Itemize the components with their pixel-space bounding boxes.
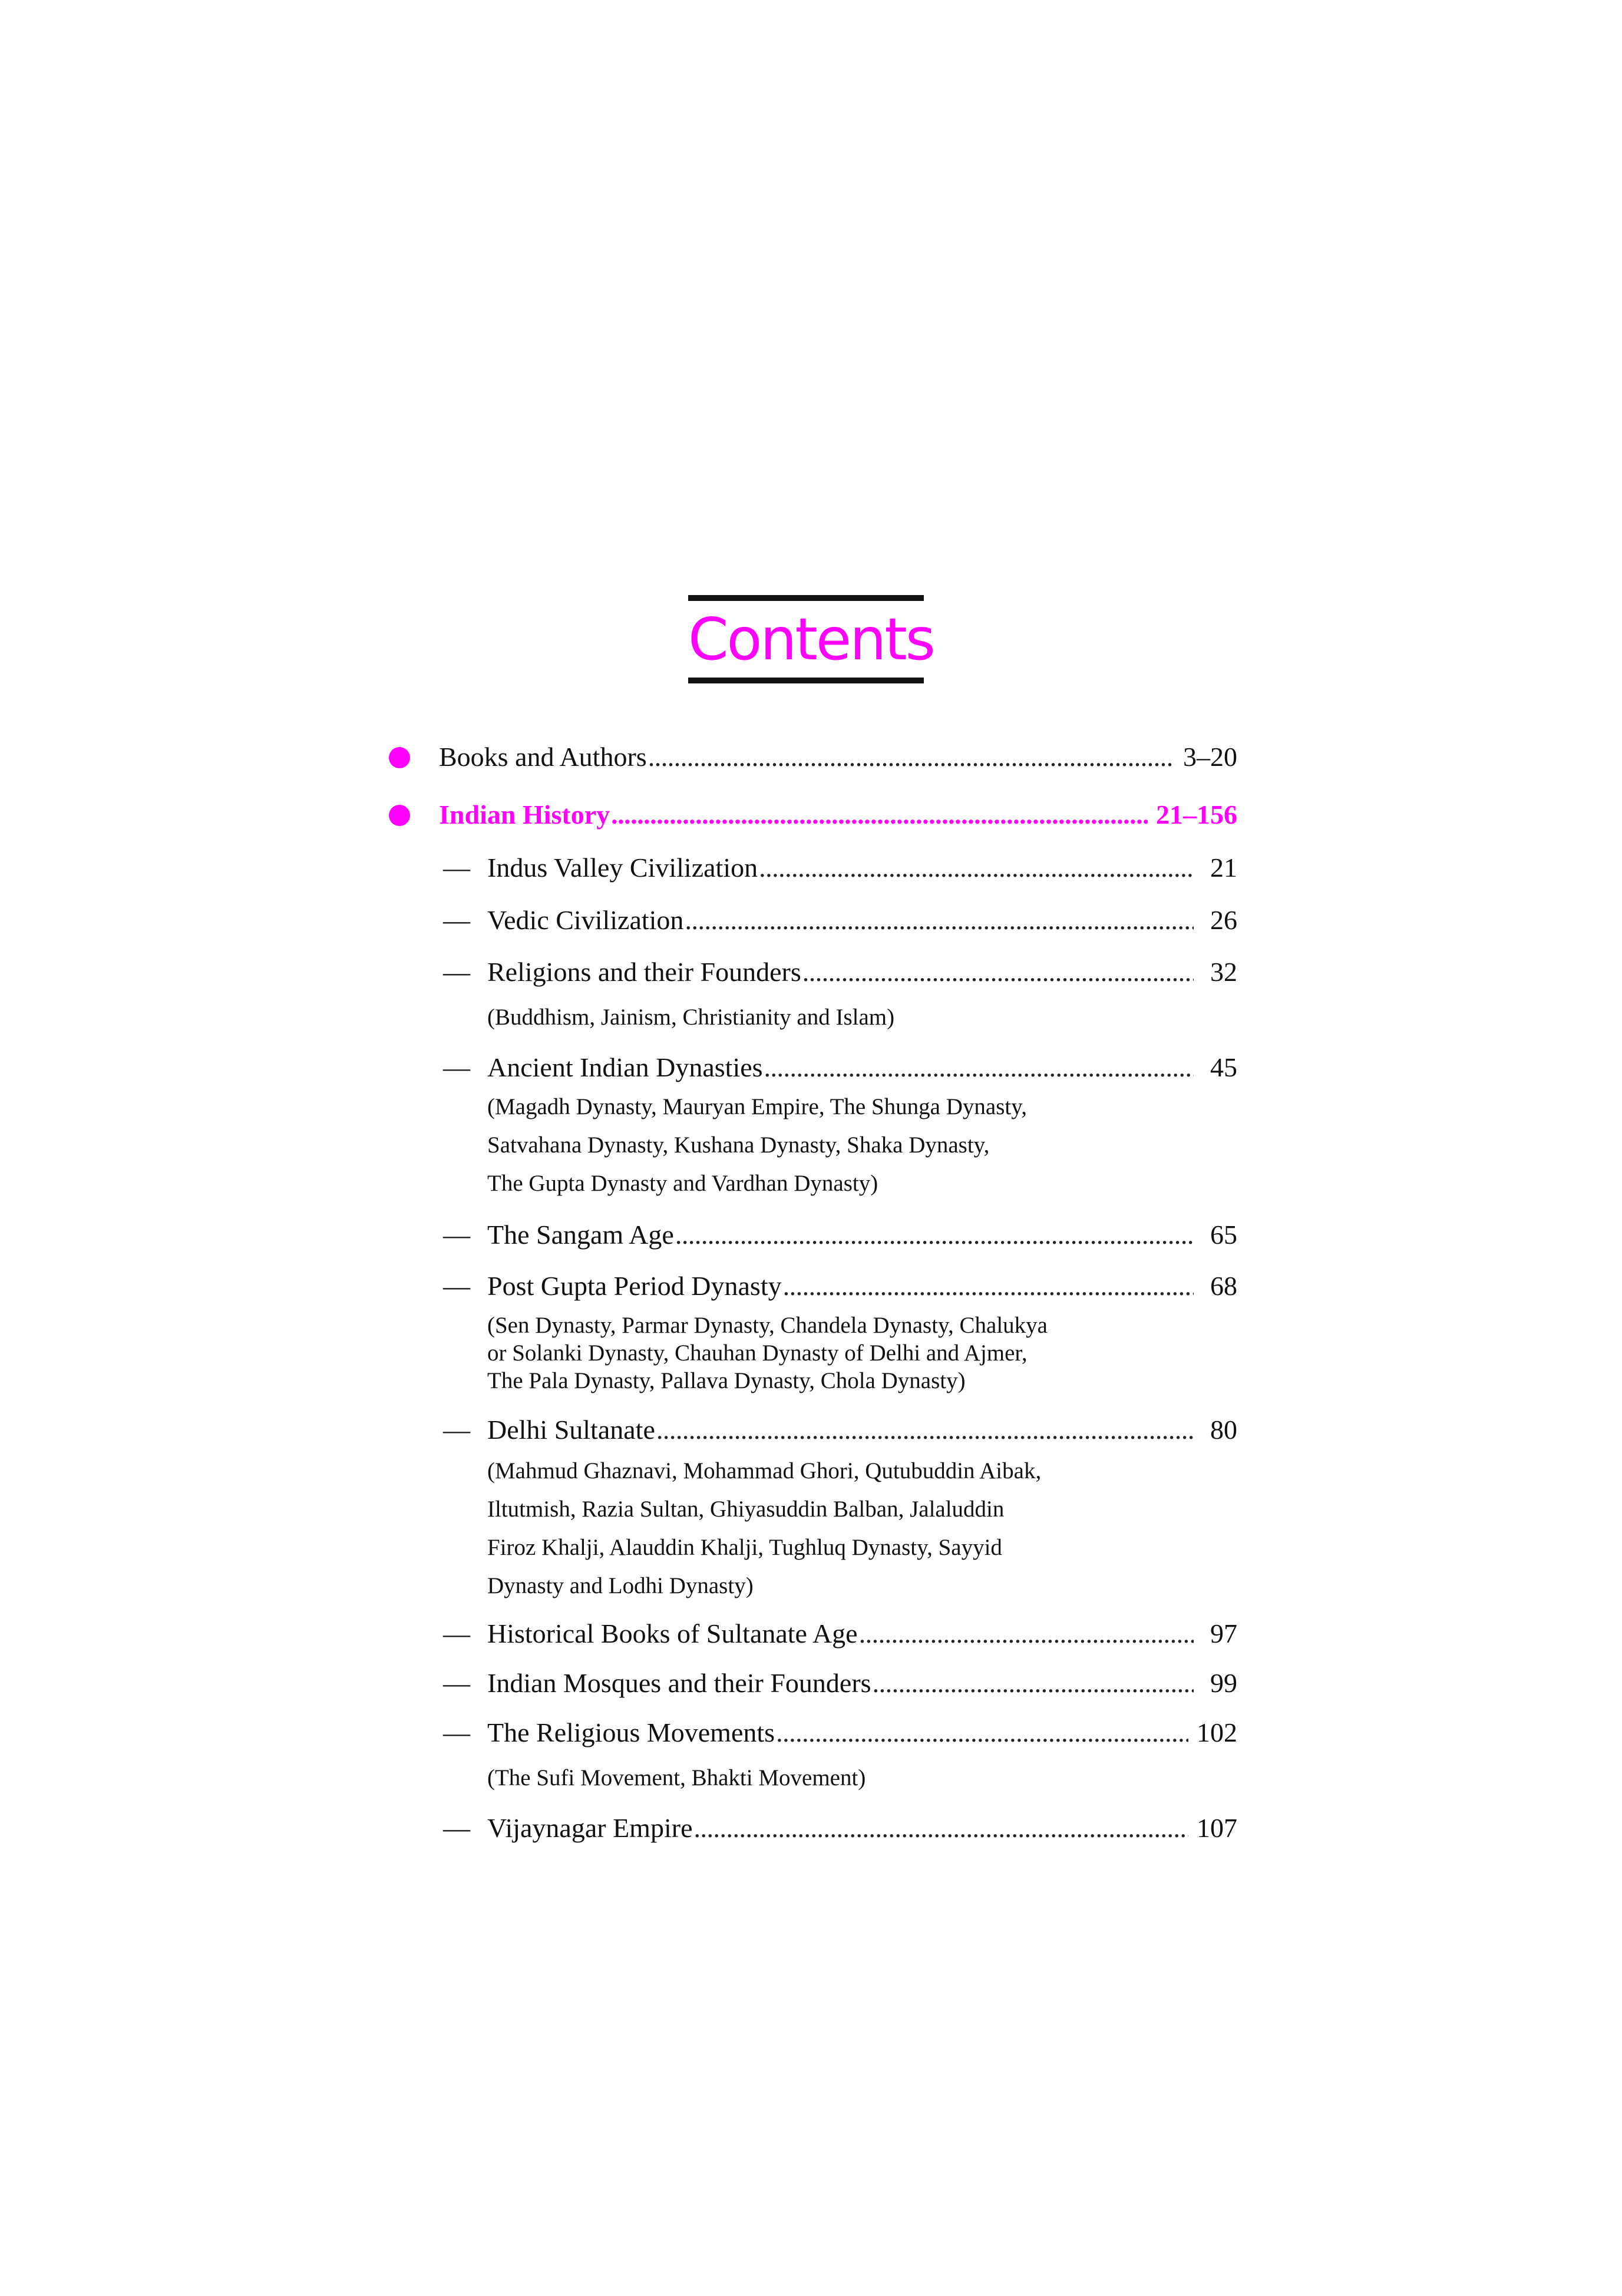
dash-marker: — (443, 1717, 470, 1747)
toc-subentry[interactable] (487, 1049, 1237, 1086)
toc-subentry-page: 97 (1210, 1618, 1237, 1649)
dot-leader (873, 1664, 1194, 1702)
toc-subentry-page: 21 (1210, 853, 1237, 883)
toc-subentry-note (487, 1452, 1194, 1605)
toc-subentry-page: 102 (1197, 1717, 1237, 1747)
toc-subentry-label: Indus Valley Civilization (487, 853, 758, 883)
dash-marker: — (443, 1415, 470, 1445)
toc-subentry-note (487, 1088, 1194, 1202)
note-line: or Solanki Dynasty, Chauhan Dynasty of Delhi and Ajmer, (487, 1340, 1028, 1366)
toc-subentry-label: The Religious Movements (487, 1717, 775, 1747)
note-line: (Sen Dynasty, Parmar Dynasty, Chandela Dynasty, Chalukya (487, 1313, 1048, 1338)
toc-entry-indian-history[interactable] (439, 796, 1237, 834)
toc-subentry[interactable] (487, 1664, 1237, 1702)
bullet-icon (389, 805, 410, 826)
toc-subentry-page: 32 (1210, 957, 1237, 987)
toc-subentry-label: Indian Mosques and their Founders (487, 1668, 871, 1698)
note-line: Satvahana Dynasty, Kushana Dynasty, Shaka Dynasty, (487, 1132, 990, 1158)
note-line: (Magadh Dynasty, Mauryan Empire, The Shunga Dynasty, (487, 1094, 1027, 1119)
bullet-icon (389, 747, 410, 768)
dash-marker: — (443, 905, 470, 935)
toc-entry-page: 21–156 (1156, 800, 1237, 830)
dot-leader (776, 1714, 1188, 1752)
toc-subentry-label: Religions and their Founders (487, 957, 801, 987)
toc-entry-label: Indian History (439, 800, 610, 830)
dash-marker: — (443, 1052, 470, 1082)
note-line: (The Sufi Movement, Bhakti Movement) (487, 1765, 866, 1790)
dot-leader (693, 1809, 1188, 1847)
dash-marker: — (443, 1813, 470, 1843)
toc-subentry-label: Delhi Sultanate (487, 1415, 655, 1445)
dot-leader (611, 796, 1148, 834)
dot-leader (685, 901, 1194, 939)
dash-marker: — (443, 1271, 470, 1301)
toc-entry-label: Books and Authors (439, 742, 647, 772)
dot-leader (764, 1049, 1194, 1086)
toc-subentry[interactable] (487, 953, 1237, 991)
dash-marker: — (443, 1220, 470, 1250)
toc-subentry-page: 68 (1210, 1271, 1237, 1301)
dash-marker: — (443, 957, 470, 987)
toc-subentry-label: Historical Books of Sultanate Age (487, 1618, 858, 1649)
toc-subentry-note (487, 998, 1194, 1036)
toc-subentry-page: 107 (1197, 1813, 1237, 1843)
dash-marker: — (443, 853, 470, 883)
toc-entry-books-and-authors[interactable] (439, 738, 1237, 776)
toc-subentry-page: 45 (1210, 1052, 1237, 1082)
note-line: (Buddhism, Jainism, Christianity and Islam) (487, 1005, 895, 1030)
toc-entry-page: 3–20 (1183, 742, 1237, 772)
toc-subentry[interactable] (487, 1216, 1237, 1254)
dash-marker: — (443, 1668, 470, 1698)
dot-leader (759, 849, 1194, 887)
toc-subentry-note (487, 1759, 1194, 1797)
toc-subentry[interactable] (487, 849, 1237, 887)
page-title: Contents (688, 606, 934, 673)
toc-subentry-label: Post Gupta Period Dynasty (487, 1271, 782, 1301)
toc-subentry-label: Vedic Civilization (487, 905, 684, 935)
toc-subentry-label: Vijaynagar Empire (487, 1813, 693, 1843)
toc-subentry-label: Ancient Indian Dynasties (487, 1052, 763, 1082)
toc-subentry[interactable] (487, 901, 1237, 939)
toc-subentry-page: 65 (1210, 1220, 1237, 1250)
dot-leader (675, 1216, 1194, 1254)
toc-subentry[interactable] (487, 1809, 1237, 1847)
toc-subentry[interactable] (487, 1411, 1237, 1449)
toc-subentry[interactable] (487, 1714, 1237, 1752)
toc-subentry-note (487, 1311, 1194, 1395)
note-line: Iltutmish, Razia Sultan, Ghiyasuddin Balban, Jalaluddin (487, 1496, 1005, 1522)
toc-subentry-label: The Sangam Age (487, 1220, 674, 1250)
dash-marker: — (443, 1618, 470, 1649)
dot-leader (802, 953, 1194, 991)
dot-leader (648, 738, 1175, 776)
note-line: Dynasty and Lodhi Dynasty) (487, 1573, 754, 1598)
note-line: The Gupta Dynasty and Vardhan Dynasty) (487, 1171, 878, 1196)
toc-subentry-page: 26 (1210, 905, 1237, 935)
dot-leader (783, 1267, 1194, 1305)
toc-subentry[interactable] (487, 1615, 1237, 1653)
toc-subentry-page: 99 (1210, 1668, 1237, 1698)
note-line: The Pala Dynasty, Pallava Dynasty, Chola Dynasty) (487, 1368, 966, 1393)
toc-subentry[interactable] (487, 1267, 1237, 1305)
dot-leader (656, 1411, 1194, 1449)
note-line: Firoz Khalji, Alauddin Khalji, Tughluq Dynasty, Sayyid (487, 1535, 1002, 1560)
note-line: (Mahmud Ghaznavi, Mohammad Ghori, Qutubuddin Aibak, (487, 1458, 1042, 1484)
dot-leader (859, 1615, 1194, 1653)
toc-subentry-page: 80 (1210, 1415, 1237, 1445)
